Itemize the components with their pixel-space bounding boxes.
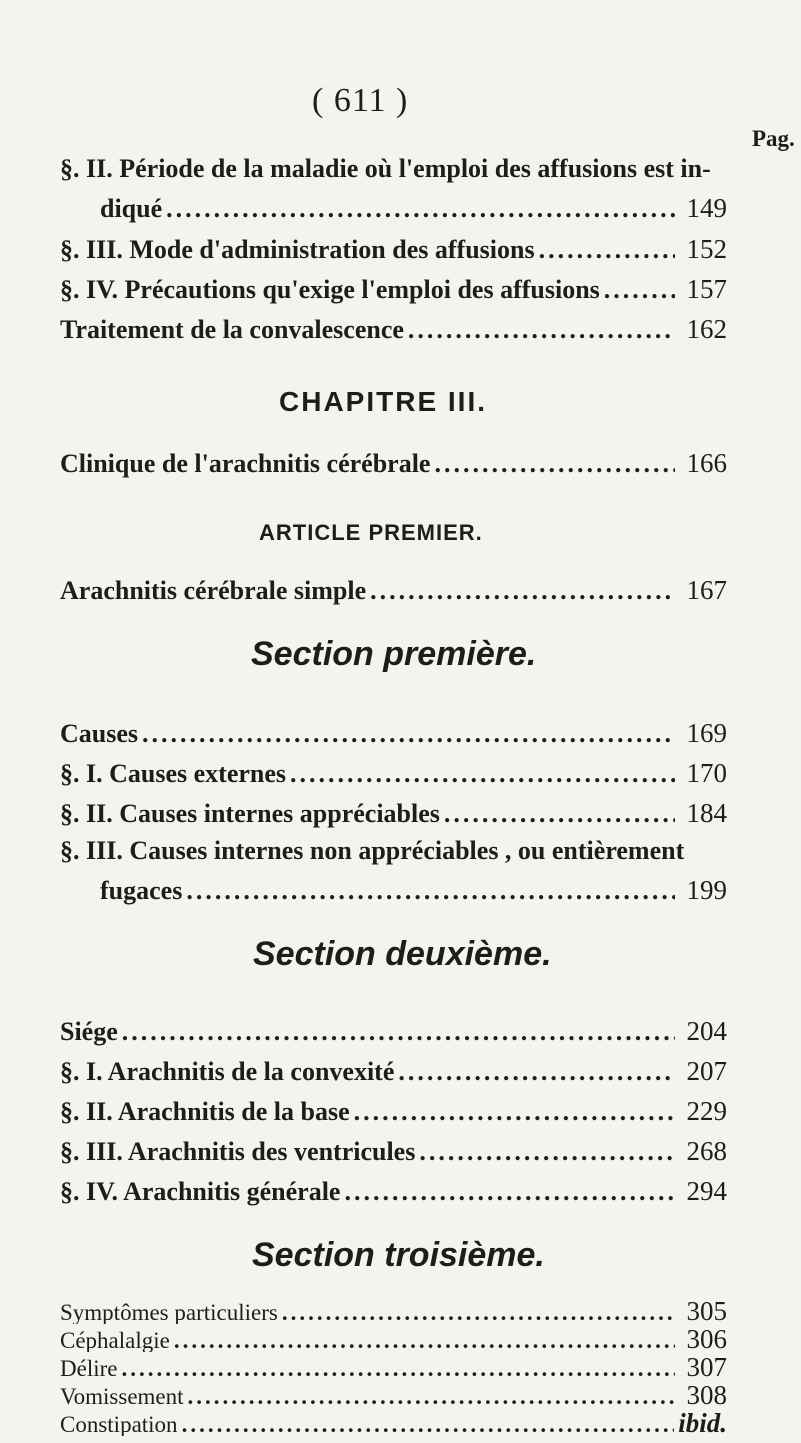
- toc-entry-label: Siége: [60, 1017, 118, 1046]
- toc-entry: [60, 1096, 727, 1130]
- toc-page-number: 157: [686, 274, 727, 304]
- toc-page-number: 169: [686, 718, 727, 748]
- toc-entry: [60, 1352, 727, 1380]
- toc-entry: [60, 1296, 727, 1324]
- toc-entry: [60, 1016, 727, 1050]
- toc-entry: [60, 758, 727, 792]
- toc-page-number: 170: [686, 758, 727, 788]
- toc-entry: [100, 875, 727, 909]
- toc-entry-label: §. III. Causes internes non appréciables , ou entièrement: [60, 836, 685, 865]
- toc-entry-label: Constipation: [60, 1412, 178, 1436]
- toc-entry: [60, 1056, 727, 1090]
- toc-entry-label: Vomissement: [60, 1384, 184, 1408]
- page-column-label: Pag.: [752, 126, 795, 151]
- toc-entry: [60, 575, 727, 609]
- toc-page-number: 306: [686, 1324, 727, 1352]
- toc-entry-label: §. I. Arachnitis de la convexité: [60, 1057, 395, 1086]
- section-title: Section deuxième.: [253, 935, 552, 973]
- toc-entry-label: Traitement de la convalescence: [60, 315, 404, 344]
- toc-page-number: 207: [686, 1056, 727, 1086]
- toc-entry: [60, 274, 727, 308]
- toc-entry-label: Céphalalgie: [60, 1328, 170, 1352]
- toc-page-number: 204: [686, 1016, 727, 1046]
- leader-dots: [398, 1057, 675, 1087]
- toc-entry: [60, 1380, 727, 1408]
- toc-page-number: 199: [686, 875, 727, 905]
- toc-entry: [60, 798, 727, 832]
- toc-entry-label: Causes: [60, 719, 139, 748]
- toc-entry: [60, 1324, 727, 1352]
- toc-entry-label: §. II. Causes internes appréciables: [60, 799, 440, 828]
- toc-page-number: 294: [686, 1176, 727, 1206]
- toc-entry-label: Symptômes particuliers: [60, 1300, 278, 1324]
- toc-page-number: ibid.: [678, 1408, 727, 1436]
- toc-page-number: 149: [686, 193, 727, 223]
- leader-dots: [121, 1356, 675, 1380]
- leader-dots: [604, 275, 675, 305]
- toc-entry-label: §. III. Arachnitis des ventricules: [60, 1137, 416, 1166]
- toc-page-number: 184: [686, 798, 727, 828]
- toc-entry-label: §. IV. Précautions qu'exige l'emploi des affusions: [60, 275, 600, 304]
- toc-page-number: 305: [686, 1296, 727, 1324]
- toc-page-number: 167: [686, 575, 727, 605]
- chapter-title: CHAPITRE III.: [279, 386, 488, 417]
- leader-dots: [142, 719, 675, 749]
- leader-dots: [122, 1017, 675, 1047]
- leader-dots: [434, 449, 675, 479]
- toc-entry: [60, 1136, 727, 1170]
- leader-dots: [290, 759, 675, 789]
- toc-page-number: 308: [686, 1380, 727, 1408]
- toc-page-number: 307: [686, 1352, 727, 1380]
- toc-entry: [60, 1408, 727, 1436]
- toc-page-number: 152: [686, 234, 727, 264]
- leader-dots: [419, 1137, 675, 1167]
- leader-dots: [444, 799, 675, 829]
- leader-dots: [186, 876, 675, 906]
- toc-entry-label: Clinique de l'arachnitis cérébrale: [60, 449, 431, 478]
- toc-entry-label: §. IV. Arachnitis générale: [60, 1177, 341, 1206]
- toc-entry: [60, 234, 727, 268]
- leader-dots: [282, 1300, 675, 1324]
- toc-page-number: 229: [686, 1096, 727, 1126]
- toc-entry-label: §. III. Mode d'administration des affusions: [60, 235, 535, 264]
- toc-entry: [60, 448, 727, 482]
- toc-entry-label: Délire: [60, 1356, 118, 1380]
- leader-dots: [370, 576, 675, 606]
- toc-entry: [100, 193, 727, 227]
- leader-dots: [344, 1177, 675, 1207]
- section-title: Section première.: [251, 635, 537, 673]
- toc-entry-label: §. II. Arachnitis de la base: [60, 1097, 350, 1126]
- toc-entry-label: Arachnitis cérébrale simple: [60, 576, 367, 605]
- leader-dots: [182, 1412, 675, 1436]
- leader-dots: [188, 1384, 675, 1408]
- toc-entry-label: diqué: [100, 194, 163, 223]
- toc-entry: [60, 314, 727, 348]
- folio-number: ( 611 ): [312, 82, 409, 119]
- toc-entry-label: fugaces: [100, 876, 183, 905]
- leader-dots: [354, 1097, 675, 1127]
- article-title: ARTICLE PREMIER.: [259, 520, 483, 545]
- toc-entry: [60, 1176, 727, 1210]
- toc-page-number: 162: [686, 314, 727, 344]
- toc-entry-label: §. I. Causes externes: [60, 759, 287, 788]
- leader-dots: [166, 194, 675, 224]
- leader-dots: [174, 1328, 675, 1352]
- toc-entry-label: §. II. Période de la maladie où l'emploi des affusions est in-: [60, 154, 711, 183]
- toc-page-number: 166: [686, 448, 727, 478]
- toc-page-number: 268: [686, 1136, 727, 1166]
- leader-dots: [408, 315, 675, 345]
- section-title: Section troisième.: [252, 1236, 545, 1274]
- toc-entry: [60, 718, 727, 752]
- leader-dots: [539, 235, 675, 265]
